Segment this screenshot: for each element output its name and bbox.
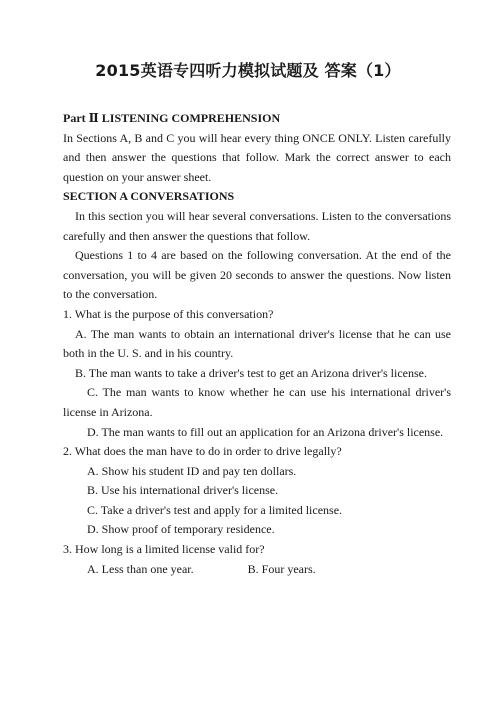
question-2: 2. What does the man have to do in order to drive legally? (63, 444, 342, 459)
section-instructions: In this section you will hear several conversations. Listen to the conversations carefully and then answer the questions that follow. (63, 208, 451, 243)
question-1-option-c: C. The man wants to know whether he can use his international driver's license in Arizona. (63, 385, 451, 419)
question-1-option-a: A. The man wants to obtain an international driver's license that he can use both in the U. S. and in his country. (63, 326, 451, 361)
part-instructions: In Sections A, B and C you will hear every thing ONCE ONLY. Listen carefully and then answer the questions that follow. Mark the correct answer to each question on your answer sheet. (63, 130, 451, 184)
question-1: 1. What is the purpose of this conversation? (63, 306, 274, 321)
question-2-option-c: C. Take a driver's test and apply for a limited license. (87, 502, 343, 517)
question-2-option-d: D. Show proof of temporary residence. (87, 522, 275, 537)
document-title: 2015英语专四听力模拟试题及 答案（1） (95, 61, 401, 80)
question-2-option-b: B. Use his international driver's license. (87, 483, 279, 498)
question-2-option-a: A. Show his student ID and pay ten dollars. (87, 463, 297, 478)
question-3: 3. How long is a limited license valid for? (63, 542, 265, 557)
part-heading: Part Ⅱ LISTENING COMPREHENSION (63, 111, 281, 125)
section-heading: SECTION A CONVERSATIONS (63, 189, 235, 204)
question-1-option-b: B. The man wants to take a driver's test to get an Arizona driver's license. (75, 365, 428, 380)
question-1-option-d: D. The man wants to fill out an application for an Arizona driver's license. (87, 424, 444, 439)
question-3-option-b: B. Four years. (247, 561, 316, 576)
conversation-directions: Questions 1 to 4 are based on the following conversation. At the end of the conversation, you will be given 20 seconds to answer the questions. Now listen to the conversation. (63, 248, 451, 302)
question-3-option-a: A. Less than one year. (87, 561, 194, 576)
question-3-options (63, 560, 451, 580)
